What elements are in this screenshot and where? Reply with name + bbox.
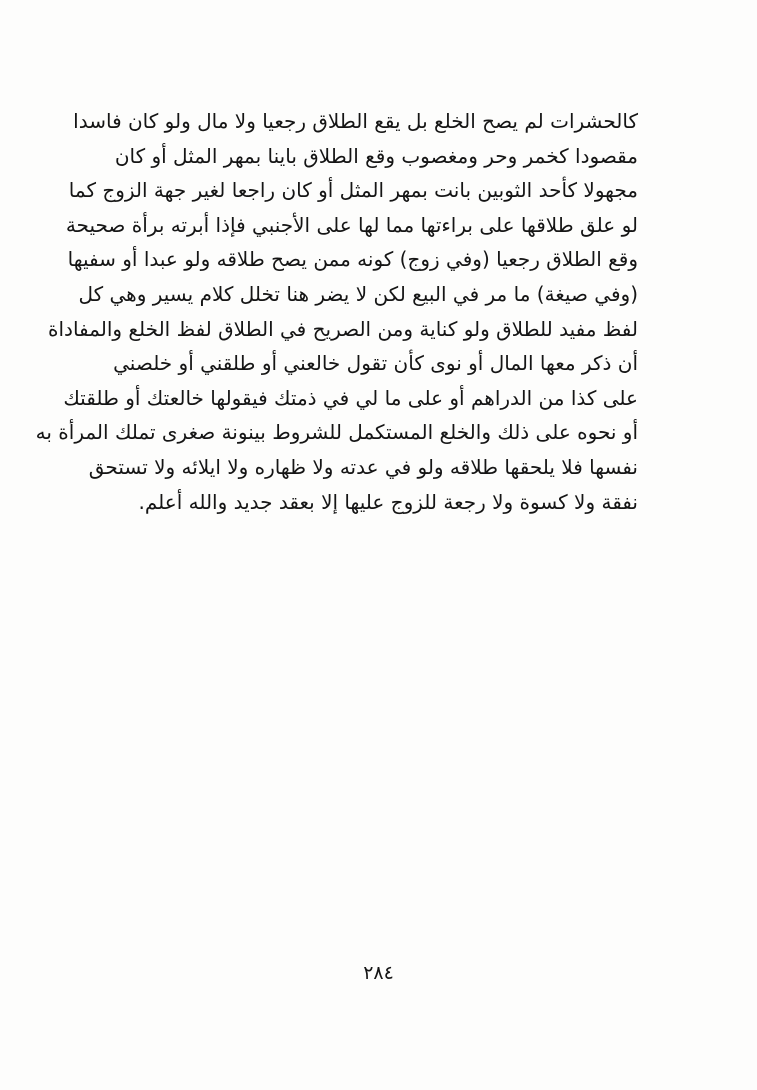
text-line: (وفي صيغة) ما مر في البيع لكن لا يضر هنا تخلل كلام يسير وهي كل [78, 281, 638, 306]
text-line: لو علق طلاقها على براءتها مما لها على الأجنبي فإذا أبرته برأة صحيحة [65, 212, 638, 237]
text-line: على كذا من الدراهم أو على ما لي في ذمتك فيقولها خالعتك أو طلقتك [63, 385, 638, 410]
text-line: أو نحوه على ذلك والخلع المستكمل للشروط بينونة صغرى تملك المرأة به [35, 420, 638, 445]
text-line: مقصودا كخمر وحر ومغصوب وقع الطلاق باينا بمهر المثل أو كان [114, 143, 638, 168]
text-line: كالحشرات لم يصح الخلع بل يقع الطلاق رجعيا ولا مال ولو كان فاسدا [73, 109, 638, 133]
text-line: مجهولا كأحد الثوبين بانت بمهر المثل أو كان راجعا لغير جهة الزوج كما [68, 178, 638, 203]
text-line: نفسها فلا يلحقها طلاقه ولو في عدته ولا ظهاره ولا ايلائه ولا تستحق [88, 454, 638, 479]
text-line: لفظ مفيد للطلاق ولو كناية ومن الصريح في الطلاق لفظ الخلع والمفاداة [48, 316, 638, 341]
page-number: ٢٨٤ [363, 962, 394, 984]
text-line: أن ذكر معها المال أو نوى كأن تقول خالعني أو طلقني أو خلصني [113, 351, 638, 376]
text-line: وقع الطلاق رجعيا (وفي زوج) كونه ممن يصح طلاقه ولو عبدا أو سفيها [67, 247, 638, 272]
body-text [35, 104, 638, 519]
text-line: نفقة ولا كسوة ولا رجعة للزوج عليها إلا بعقد جديد والله أعلم. [138, 489, 638, 514]
